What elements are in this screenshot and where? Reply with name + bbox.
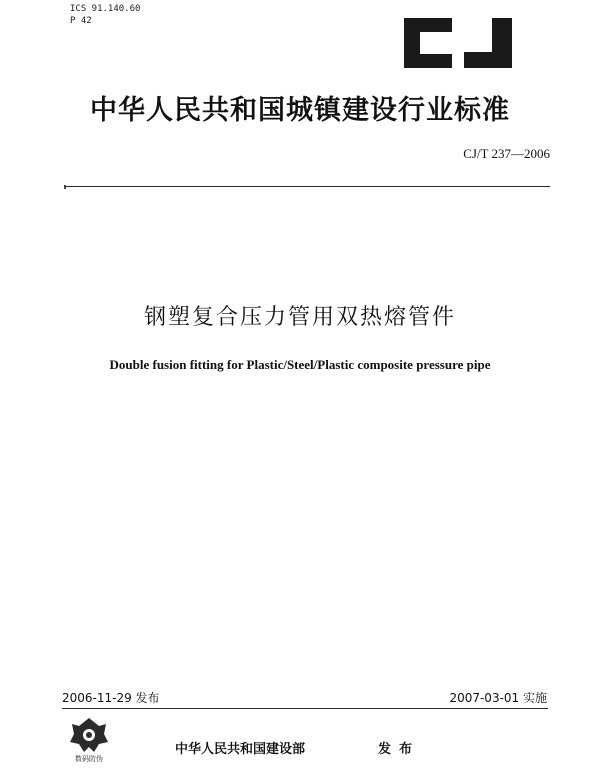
anti-counterfeit-emblem <box>66 714 112 764</box>
industry-standard-title: 中华人民共和国城镇建设行业标准 <box>90 95 510 126</box>
standard-number: CJ/T 237—2006 <box>463 146 550 161</box>
cj-logo <box>400 14 522 72</box>
publishing-authority: 中华人民共和国建设部 <box>175 742 306 757</box>
header-divider <box>65 186 550 187</box>
implementation-date: 2007-03-01 实施 <box>449 691 547 705</box>
standard-codes <box>70 3 140 27</box>
ics-code: ICS 91.140.60 <box>70 4 141 14</box>
classification-code: P 42 <box>70 16 92 26</box>
issue-date: 2006-11-29 发布 <box>62 691 160 705</box>
publish-label: 发布 <box>378 742 421 757</box>
footer-divider <box>62 708 548 709</box>
emblem-caption: 数码防伪 <box>75 755 103 763</box>
document-title-chinese: 钢塑复合压力管用双热熔管件 <box>143 305 456 330</box>
document-title-english: Double fusion fitting for Plastic/Steel/Plastic composite pressure pipe <box>109 357 491 372</box>
